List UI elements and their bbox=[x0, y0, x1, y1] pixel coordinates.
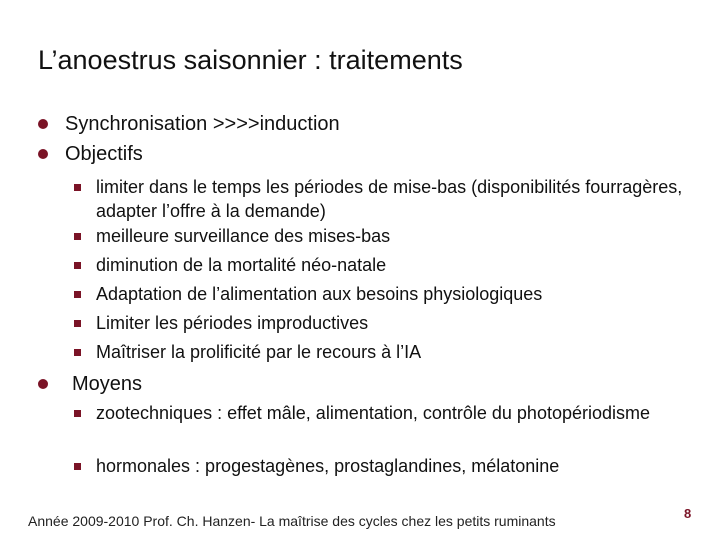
objectif-item bbox=[74, 341, 684, 365]
objectif-text: Maîtriser la prolificité par le recours à l’IA bbox=[96, 342, 422, 362]
bullet-dot-icon bbox=[38, 379, 48, 389]
objectif-item bbox=[74, 312, 684, 336]
square-bullet-icon bbox=[74, 233, 81, 240]
square-bullet-icon bbox=[74, 184, 81, 191]
objectif-text: diminution de la mortalité néo-natale bbox=[96, 255, 387, 275]
objectif-item bbox=[74, 283, 684, 307]
square-bullet-icon bbox=[74, 349, 81, 356]
square-bullet-icon bbox=[74, 262, 81, 269]
bullet-dot-icon bbox=[38, 119, 48, 129]
square-bullet-icon bbox=[74, 320, 81, 327]
objectif-text: Limiter les périodes improductives bbox=[96, 313, 369, 333]
bullet-text: Objectifs bbox=[65, 143, 143, 165]
moyen-item bbox=[74, 402, 684, 426]
footer-text: Année 2009-2010 Prof. Ch. Hanzen- La maîtrise des cycles chez les petits ruminants bbox=[28, 513, 556, 529]
objectif-text: meilleure surveillance des mises-bas bbox=[96, 226, 391, 246]
moyen-text: hormonales : progestagènes, prostaglandines, mélatonine bbox=[96, 456, 560, 476]
objectif-item bbox=[74, 225, 684, 249]
moyen-item bbox=[74, 455, 684, 479]
bullet-text: Synchronisation >>>>induction bbox=[65, 113, 340, 135]
page-number: 8 bbox=[684, 506, 692, 521]
slide-title: L’anoestrus saisonnier : traitements bbox=[38, 45, 463, 75]
square-bullet-icon bbox=[74, 463, 81, 470]
objectif-text: Adaptation de l’alimentation aux besoins physiologiques bbox=[96, 284, 543, 304]
objectif-item bbox=[74, 176, 684, 223]
objectif-text: limiter dans le temps les périodes de mise-bas (disponibilités fourragères, adapter l’offre à la demande) bbox=[96, 177, 683, 221]
square-bullet-icon bbox=[74, 291, 81, 298]
bullet-text: Moyens bbox=[72, 373, 143, 395]
bullet-dot-icon bbox=[38, 149, 48, 159]
moyen-text: zootechniques : effet mâle, alimentation, contrôle du photopériodisme bbox=[96, 403, 651, 423]
objectif-item bbox=[74, 254, 684, 278]
square-bullet-icon bbox=[74, 410, 81, 417]
